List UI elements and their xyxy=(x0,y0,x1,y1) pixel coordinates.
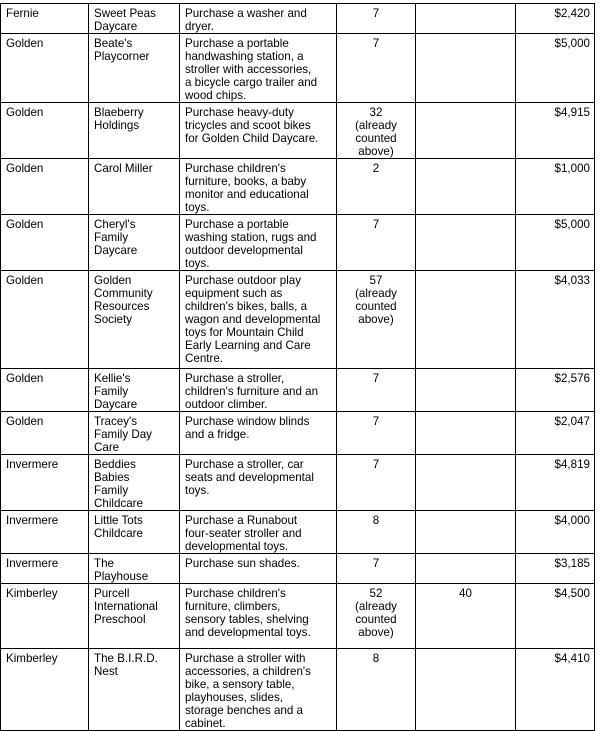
applicant-cell: Cheryl's Family Daycare xyxy=(89,215,180,271)
community-cell: Golden xyxy=(1,103,89,159)
new-spaces-cell xyxy=(416,554,516,584)
project-cell: Purchase a washer and dryer. xyxy=(180,4,337,34)
new-spaces-cell xyxy=(416,159,516,215)
new-spaces-cell xyxy=(416,215,516,271)
applicant-cell: Sweet Peas Daycare xyxy=(89,4,180,34)
table-row xyxy=(1,584,595,649)
spaces-cell: 7 xyxy=(337,4,416,34)
applicant-cell: Blaeberry Holdings xyxy=(89,103,180,159)
spaces-cell: 8 xyxy=(337,511,416,554)
community-cell: Golden xyxy=(1,215,89,271)
new-spaces-cell xyxy=(416,511,516,554)
applicant-cell: Kellie's Family Daycare xyxy=(89,369,180,412)
community-cell: Fernie xyxy=(1,4,89,34)
table-body xyxy=(1,4,595,731)
new-spaces-cell: 40 xyxy=(416,584,516,649)
new-spaces-cell xyxy=(416,455,516,511)
spaces-cell: 57 (already counted above) xyxy=(337,271,416,369)
project-cell: Purchase a stroller with accessories, a children's bike, a sensory table, playhouses, slides, storage benches and a cabinet. xyxy=(180,649,337,731)
grants-table xyxy=(0,3,595,731)
table-row xyxy=(1,649,595,731)
table-row xyxy=(1,215,595,271)
project-cell: Purchase a portable washing station, rugs and outdoor developmental toys. xyxy=(180,215,337,271)
amount-cell: $2,576 xyxy=(516,369,595,412)
spaces-cell: 32 (already counted above) xyxy=(337,103,416,159)
community-cell: Golden xyxy=(1,34,89,103)
table-row xyxy=(1,4,595,34)
table-row xyxy=(1,34,595,103)
community-cell: Invermere xyxy=(1,511,89,554)
spaces-cell: 52 (already counted above) xyxy=(337,584,416,649)
project-cell: Purchase window blinds and a fridge. xyxy=(180,412,337,455)
applicant-cell: Tracey's Family Day Care xyxy=(89,412,180,455)
project-cell: Purchase children's furniture, climbers, sensory tables, shelving and developmental toys. xyxy=(180,584,337,649)
spaces-cell: 7 xyxy=(337,34,416,103)
new-spaces-cell xyxy=(416,271,516,369)
table-row xyxy=(1,159,595,215)
amount-cell: $5,000 xyxy=(516,215,595,271)
amount-cell: $1,000 xyxy=(516,159,595,215)
project-cell: Purchase a Runabout four-seater stroller and developmental toys. xyxy=(180,511,337,554)
table-row xyxy=(1,412,595,455)
table-row xyxy=(1,271,595,369)
applicant-cell: The Playhouse xyxy=(89,554,180,584)
amount-cell: $2,420 xyxy=(516,4,595,34)
amount-cell: $2,047 xyxy=(516,412,595,455)
table-row xyxy=(1,103,595,159)
project-cell: Purchase outdoor play equipment such as children's bikes, balls, a wagon and developmental toys for Mountain Child Early Learning and Care Centre. xyxy=(180,271,337,369)
community-cell: Golden xyxy=(1,159,89,215)
project-cell: Purchase children's furniture, books, a baby monitor and educational toys. xyxy=(180,159,337,215)
table-row xyxy=(1,455,595,511)
amount-cell: $5,000 xyxy=(516,34,595,103)
spaces-cell: 7 xyxy=(337,412,416,455)
amount-cell: $4,410 xyxy=(516,649,595,731)
amount-cell: $4,033 xyxy=(516,271,595,369)
applicant-cell: Little Tots Childcare xyxy=(89,511,180,554)
spaces-cell: 8 xyxy=(337,649,416,731)
spaces-cell: 7 xyxy=(337,369,416,412)
amount-cell: $3,185 xyxy=(516,554,595,584)
community-cell: Golden xyxy=(1,271,89,369)
new-spaces-cell xyxy=(416,412,516,455)
amount-cell: $4,500 xyxy=(516,584,595,649)
community-cell: Kimberley xyxy=(1,584,89,649)
table-row xyxy=(1,554,595,584)
project-cell: Purchase a stroller, car seats and developmental toys. xyxy=(180,455,337,511)
project-cell: Purchase heavy-duty tricycles and scoot bikes for Golden Child Daycare. xyxy=(180,103,337,159)
project-cell: Purchase a stroller, children's furniture and an outdoor climber. xyxy=(180,369,337,412)
applicant-cell: Beddies Babies Family Childcare xyxy=(89,455,180,511)
new-spaces-cell xyxy=(416,649,516,731)
spaces-cell: 7 xyxy=(337,215,416,271)
new-spaces-cell xyxy=(416,103,516,159)
spaces-cell: 7 xyxy=(337,455,416,511)
new-spaces-cell xyxy=(416,34,516,103)
applicant-cell: Carol Miller xyxy=(89,159,180,215)
new-spaces-cell xyxy=(416,4,516,34)
new-spaces-cell xyxy=(416,369,516,412)
table-row xyxy=(1,369,595,412)
community-cell: Invermere xyxy=(1,455,89,511)
community-cell: Golden xyxy=(1,412,89,455)
community-cell: Invermere xyxy=(1,554,89,584)
table-row xyxy=(1,511,595,554)
community-cell: Kimberley xyxy=(1,649,89,731)
applicant-cell: Purcell International Preschool xyxy=(89,584,180,649)
spaces-cell: 2 xyxy=(337,159,416,215)
applicant-cell: The B.I.R.D. Nest xyxy=(89,649,180,731)
amount-cell: $4,000 xyxy=(516,511,595,554)
applicant-cell: Beate's Playcorner xyxy=(89,34,180,103)
community-cell: Golden xyxy=(1,369,89,412)
spaces-cell: 7 xyxy=(337,554,416,584)
project-cell: Purchase a portable handwashing station, a stroller with accessories, a bicycle cargo trailer and wood chips. xyxy=(180,34,337,103)
applicant-cell: Golden Community Resources Society xyxy=(89,271,180,369)
project-cell: Purchase sun shades. xyxy=(180,554,337,584)
amount-cell: $4,915 xyxy=(516,103,595,159)
amount-cell: $4,819 xyxy=(516,455,595,511)
